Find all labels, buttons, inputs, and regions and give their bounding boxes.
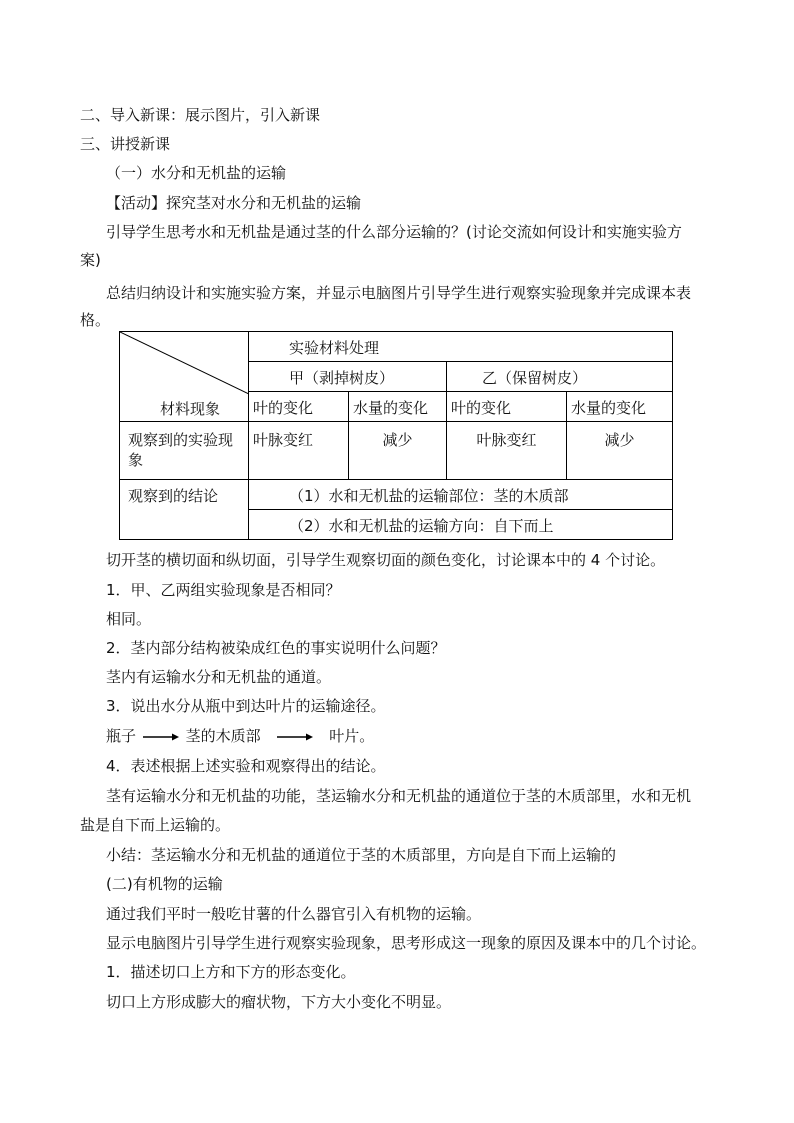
- cell-water-a: 减少: [349, 422, 447, 480]
- organic-answer-1: 切口上方形成膨大的瘤状物，下方大小变化不明显。: [106, 993, 452, 1011]
- col-header-water-b: 水量的变化: [567, 392, 673, 422]
- paragraph-organic-observe: 显示电脑图片引导学生进行观察实验现象，思考形成这一现象的原因及课本中的几个讨论。: [106, 934, 707, 952]
- corner-label: 材料现象: [160, 400, 221, 418]
- cell-leaf-a: 叶脉变红: [249, 422, 349, 480]
- right-arrow-icon: [275, 732, 315, 742]
- summary: 小结：茎运输水分和无机盐的通道位于茎的木质部里，方向是自下而上运输的: [106, 846, 617, 864]
- paragraph-guide: 引导学生思考水和无机盐是通过茎的什么部分运输的？(讨论交流如何设计和实施实验方: [106, 223, 682, 241]
- answer-4: 茎有运输水分和无机盐的功能，茎运输水分和无机盐的通道位于茎的木质部里，水和无机: [106, 787, 692, 805]
- transport-path: [106, 726, 374, 746]
- section-heading-teach: 三、讲授新课: [80, 135, 171, 153]
- activity-heading: 【活动】探究茎对水分和无机盐的运输: [106, 194, 362, 212]
- conclusion-location: （1）水和无机盐的运输部位：茎的木质部: [249, 480, 673, 510]
- paragraph-guide-cont: 案): [80, 251, 101, 269]
- table-corner-cell: [120, 332, 249, 422]
- question-3: 3．说出水分从瓶中到达叶片的运输途径。: [106, 697, 386, 715]
- question-2: 2．茎内部分结构被染成红色的事实说明什么问题？: [106, 639, 446, 657]
- section-heading-import: 二、导入新课：展示图片，引入新课: [80, 106, 321, 124]
- question-1: 1．甲、乙两组实验现象是否相同？: [106, 581, 341, 599]
- row-label-conclusion: 观察到的结论: [120, 480, 249, 540]
- paragraph-summary-cont: 格。: [80, 311, 111, 329]
- row-label-phenomenon: 观察到的实验现象: [120, 422, 249, 480]
- path-leaf: 叶片。: [329, 727, 375, 745]
- cell-water-b: 减少: [567, 422, 673, 480]
- header-group-b: 乙（保留树皮）: [447, 362, 673, 392]
- experiment-table: [119, 331, 673, 540]
- subsection-heading-organic: (二)有机物的运输: [106, 875, 223, 893]
- right-arrow-icon: [141, 732, 181, 742]
- question-4: 4．表述根据上述实验和观察得出的结论。: [106, 757, 386, 775]
- cell-leaf-b: 叶脉变红: [447, 422, 567, 480]
- col-header-leaf-b: 叶的变化: [447, 392, 567, 422]
- path-xylem: 茎的木质部: [185, 727, 261, 745]
- paragraph-summary: 总结归纳设计和实施实验方案，并显示电脑图片引导学生进行观察实验现象并完成课本表: [106, 284, 692, 302]
- conclusion-direction: （2）水和无机盐的运输方向：自下而上: [249, 510, 673, 540]
- organic-question-1: 1．描述切口上方和下方的形态变化。: [106, 963, 356, 981]
- subsection-heading-water: （一）水分和无机盐的运输: [106, 164, 287, 182]
- answer-4-cont: 盐是自下而上运输的。: [80, 816, 231, 834]
- col-header-water-a: 水量的变化: [349, 392, 447, 422]
- col-header-leaf-a: 叶的变化: [249, 392, 349, 422]
- answer-1: 相同。: [106, 610, 152, 628]
- paragraph-organic-intro: 通过我们平时一般吃甘薯的什么器官引入有机物的运输。: [106, 905, 482, 923]
- path-bottle: 瓶子: [106, 727, 137, 745]
- header-treatment: 实验材料处理: [249, 332, 673, 362]
- answer-2: 茎内有运输水分和无机盐的通道。: [106, 668, 332, 686]
- header-group-a: 甲（剥掉树皮）: [249, 362, 447, 392]
- paragraph-cut-stem: 切开茎的横切面和纵切面，引导学生观察切面的颜色变化，讨论课本中的 4 个讨论。: [106, 551, 666, 569]
